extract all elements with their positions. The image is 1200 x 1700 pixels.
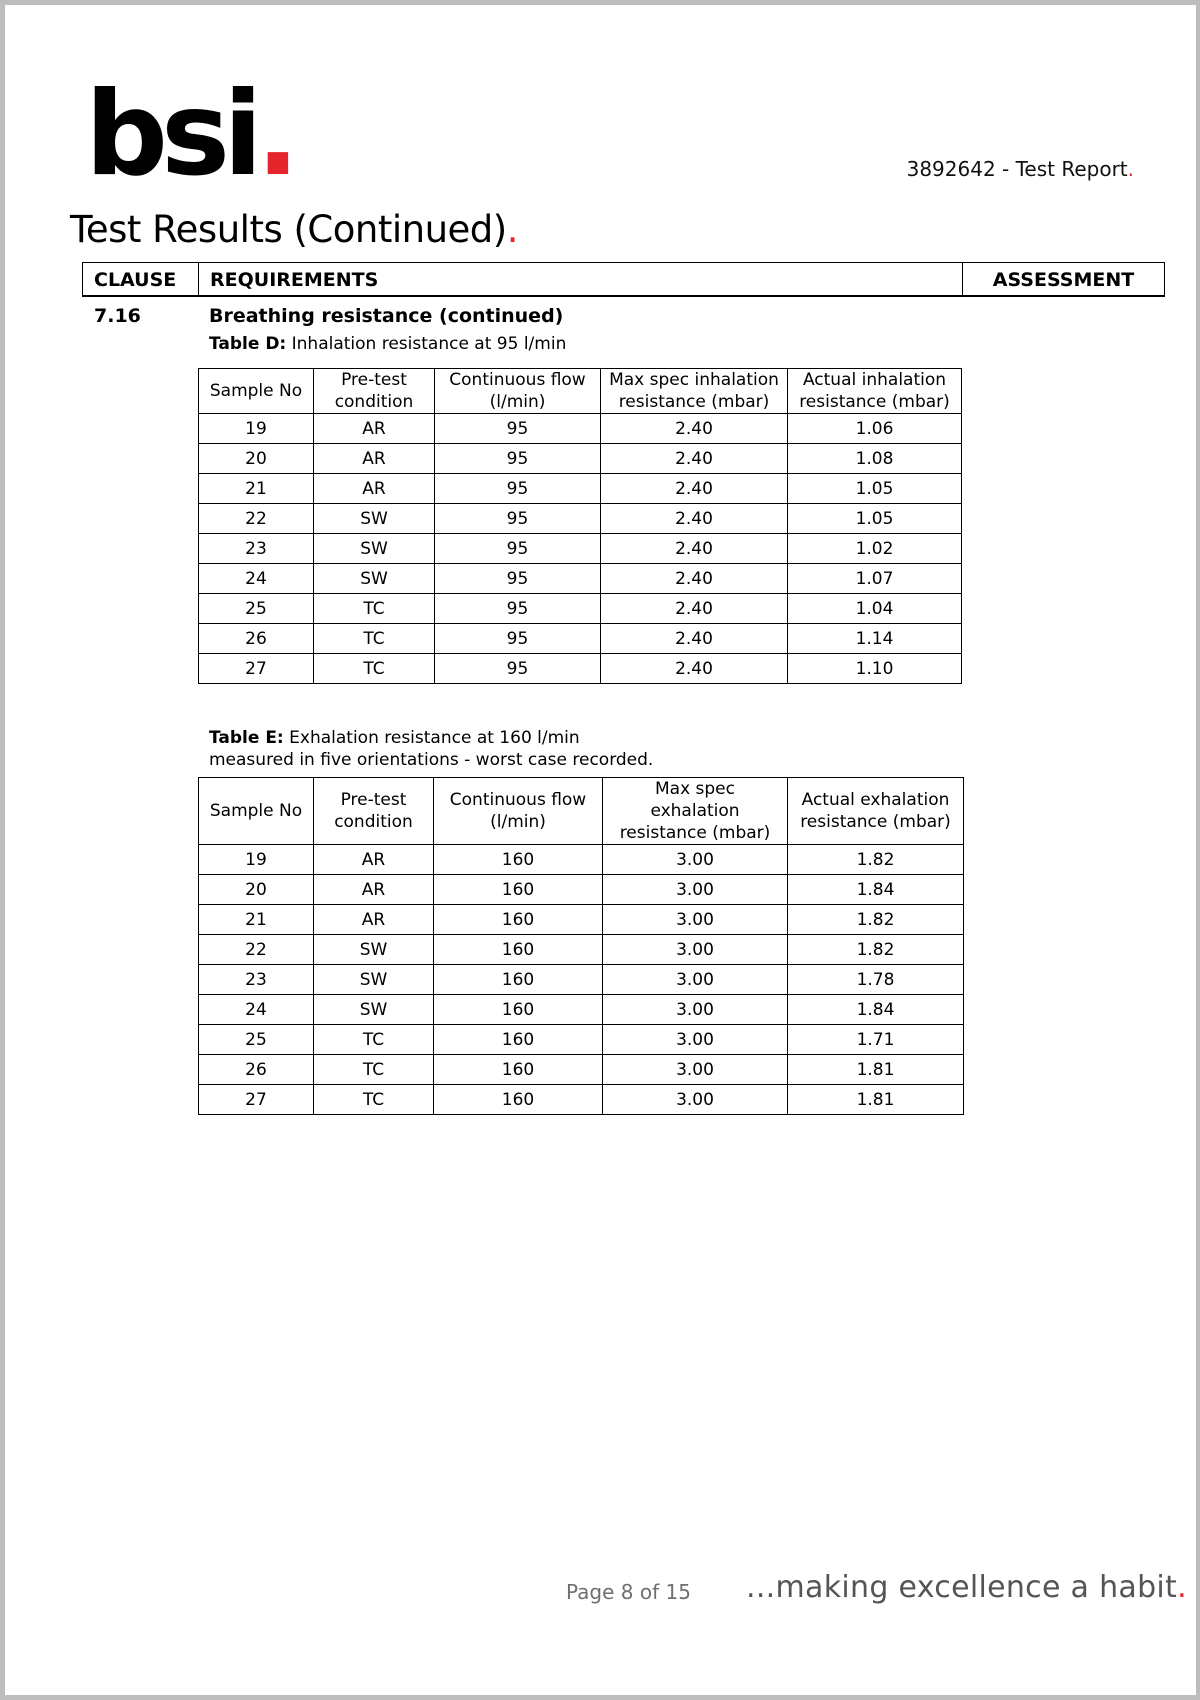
table-cell: TC	[314, 624, 435, 654]
column-header-line: Sample No	[209, 801, 303, 821]
table-e-caption-line1: Exhalation resistance at 160 l/min	[289, 728, 580, 748]
table-cell: 1.82	[788, 935, 964, 965]
table-cell: AR	[314, 845, 434, 875]
table-cell: 3.00	[603, 1085, 788, 1115]
table-cell: 3.00	[603, 905, 788, 935]
table-cell: 160	[434, 965, 603, 995]
table-cell: 160	[434, 1055, 603, 1085]
table-cell: 2.40	[601, 564, 788, 594]
table-cell: 160	[434, 1025, 603, 1055]
table-d-label: Table D:	[209, 334, 287, 354]
column-header-line: (l/min)	[490, 812, 546, 832]
table-header-row	[199, 369, 962, 414]
column-header-line: Continuous flow	[449, 370, 586, 390]
table-cell: 1.82	[788, 845, 964, 875]
table-cell: 27	[199, 654, 314, 684]
table-cell: 1.04	[788, 594, 962, 624]
table-cell: 1.81	[788, 1055, 964, 1085]
table-cell: 20	[199, 444, 314, 474]
table-row	[199, 444, 962, 474]
table-row	[199, 845, 964, 875]
table-cell: 24	[199, 564, 314, 594]
table-row	[199, 654, 962, 684]
table-row	[199, 1055, 964, 1085]
table-cell: 1.02	[788, 534, 962, 564]
exhalation-resistance-table	[198, 777, 964, 1115]
table-cell: 1.06	[788, 414, 962, 444]
table-cell: 19	[199, 414, 314, 444]
table-cell: 3.00	[603, 1055, 788, 1085]
table-cell: AR	[314, 444, 435, 474]
column-header-line: Actual exhalation	[801, 790, 950, 810]
table-cell: AR	[314, 474, 435, 504]
table-cell: 95	[435, 654, 601, 684]
table-cell: 25	[199, 1025, 314, 1055]
table-cell: 1.71	[788, 1025, 964, 1055]
table-cell: 3.00	[603, 845, 788, 875]
column-header	[314, 369, 435, 414]
table-cell: 22	[199, 504, 314, 534]
clause-number: 7.16	[94, 305, 141, 327]
table-e-label: Table E:	[209, 728, 284, 748]
table-cell: 2.40	[601, 414, 788, 444]
column-header	[788, 778, 964, 845]
table-row	[199, 905, 964, 935]
table-cell: 2.40	[601, 444, 788, 474]
column-header-line: Pre-test	[340, 790, 407, 810]
table-cell: TC	[314, 1025, 434, 1055]
column-header-line: condition	[334, 392, 414, 412]
assessment-column-header: ASSESSMENT	[992, 269, 1135, 291]
table-cell: 2.40	[601, 534, 788, 564]
table-cell: 27	[199, 1085, 314, 1115]
table-cell: 1.84	[788, 875, 964, 905]
table-row	[199, 965, 964, 995]
table-cell: 95	[435, 414, 601, 444]
table-cell: 2.40	[601, 474, 788, 504]
page-title-dot: .	[506, 208, 518, 251]
table-body	[199, 845, 964, 1115]
table-cell: TC	[314, 1055, 434, 1085]
table-row	[199, 1085, 964, 1115]
table-cell: 22	[199, 935, 314, 965]
table-cell: 3.00	[603, 935, 788, 965]
column-header	[199, 778, 314, 845]
tagline-dot: .	[1177, 1570, 1187, 1605]
table-cell: 3.00	[603, 965, 788, 995]
table-cell: 1.05	[788, 474, 962, 504]
table-cell: SW	[314, 965, 434, 995]
column-header	[434, 778, 603, 845]
table-cell: SW	[314, 564, 435, 594]
table-row	[199, 474, 962, 504]
table-e-caption-line2: measured in five orientations - worst case recorded.	[209, 750, 654, 770]
tagline-text: ...making excellence a habit	[746, 1570, 1178, 1605]
column-header-line: resistance (mbar)	[799, 392, 950, 412]
table-cell: 1.07	[788, 564, 962, 594]
table-cell: 1.08	[788, 444, 962, 474]
table-cell: 1.78	[788, 965, 964, 995]
requirements-column-header: REQUIREMENTS	[199, 263, 963, 295]
column-header-line: Pre-test	[341, 370, 407, 390]
table-cell: 160	[434, 875, 603, 905]
table-header-row	[199, 778, 964, 845]
table-cell: 23	[199, 534, 314, 564]
inhalation-resistance-table	[198, 368, 962, 684]
table-cell: 2.40	[601, 654, 788, 684]
table-row	[199, 935, 964, 965]
column-header	[788, 369, 962, 414]
table-cell: 95	[435, 564, 601, 594]
table-cell: 23	[199, 965, 314, 995]
page-number: Page 8 of 15	[566, 1580, 691, 1604]
table-cell: 3.00	[603, 995, 788, 1025]
column-header	[199, 369, 314, 414]
column-header	[603, 778, 788, 845]
table-cell: 3.00	[603, 875, 788, 905]
table-cell: 95	[435, 444, 601, 474]
footer-tagline	[746, 1570, 1187, 1605]
column-header	[435, 369, 601, 414]
table-cell: SW	[314, 935, 434, 965]
logo-text: bsi	[85, 67, 256, 202]
table-cell: 95	[435, 534, 601, 564]
report-id-text: 3892642 - Test Report	[906, 157, 1128, 181]
table-cell: TC	[314, 1085, 434, 1115]
column-header-line: Actual inhalation	[802, 370, 947, 390]
report-id	[907, 157, 1134, 181]
table-cell: 95	[435, 504, 601, 534]
column-header	[314, 778, 434, 845]
table-cell: 1.10	[788, 654, 962, 684]
bsi-logo	[85, 67, 293, 202]
column-header-line: condition	[334, 812, 413, 832]
table-row	[199, 875, 964, 905]
table-cell: 160	[434, 905, 603, 935]
table-cell: 25	[199, 594, 314, 624]
column-header-line: (l/min)	[489, 392, 546, 412]
table-row	[199, 594, 962, 624]
table-cell: 3.00	[603, 1025, 788, 1055]
table-body	[199, 414, 962, 684]
table-cell: 2.40	[601, 504, 788, 534]
table-cell: 26	[199, 624, 314, 654]
table-cell: 1.14	[788, 624, 962, 654]
table-row	[199, 564, 962, 594]
column-header-line: Max spec	[654, 779, 735, 799]
table-d-caption-text: Inhalation resistance at 95 l/min	[291, 334, 567, 354]
column-header-line: resistance (mbar)	[619, 823, 771, 843]
table-cell: 1.84	[788, 995, 964, 1025]
table-cell: TC	[314, 594, 435, 624]
table-cell: 1.82	[788, 905, 964, 935]
clause-column-header: CLAUSE	[83, 263, 199, 295]
page-title	[70, 208, 518, 251]
table-cell: SW	[314, 995, 434, 1025]
page-title-text: Test Results (Continued)	[70, 208, 507, 251]
table-cell: 21	[199, 474, 314, 504]
table-row	[199, 995, 964, 1025]
table-cell: SW	[314, 534, 435, 564]
column-header	[601, 369, 788, 414]
clause-header-row	[82, 262, 1165, 297]
table-e-caption	[209, 727, 653, 771]
table-cell: 26	[199, 1055, 314, 1085]
table-cell: 19	[199, 845, 314, 875]
table-cell: 160	[434, 1085, 603, 1115]
table-cell: 20	[199, 875, 314, 905]
table-cell: 21	[199, 905, 314, 935]
table-cell: 95	[435, 594, 601, 624]
table-cell: AR	[314, 414, 435, 444]
table-cell: 1.05	[788, 504, 962, 534]
table-cell: 2.40	[601, 594, 788, 624]
table-cell: AR	[314, 875, 434, 905]
table-row	[199, 414, 962, 444]
column-header-line: resistance (mbar)	[618, 392, 770, 412]
table-cell: AR	[314, 905, 434, 935]
section-title: Breathing resistance (continued)	[209, 305, 564, 327]
table-row	[199, 534, 962, 564]
column-header-line: Sample No	[209, 381, 303, 401]
table-cell: 1.81	[788, 1085, 964, 1115]
column-header-line: resistance (mbar)	[800, 812, 951, 832]
table-cell: TC	[314, 654, 435, 684]
table-cell: 2.40	[601, 624, 788, 654]
column-header-line: Continuous flow	[449, 790, 587, 810]
table-d-caption	[209, 333, 566, 355]
table-cell: 95	[435, 474, 601, 504]
table-row	[199, 504, 962, 534]
table-cell: 95	[435, 624, 601, 654]
report-id-dot: .	[1127, 157, 1134, 181]
table-row	[199, 624, 962, 654]
table-cell: 160	[434, 995, 603, 1025]
table-row	[199, 1025, 964, 1055]
logo-dot: .	[255, 67, 293, 202]
table-cell: 24	[199, 995, 314, 1025]
table-cell: 160	[434, 845, 603, 875]
column-header-line: exhalation	[650, 801, 740, 821]
table-cell: SW	[314, 504, 435, 534]
column-header-line: Max spec inhalation	[609, 370, 779, 390]
table-cell: 160	[434, 935, 603, 965]
